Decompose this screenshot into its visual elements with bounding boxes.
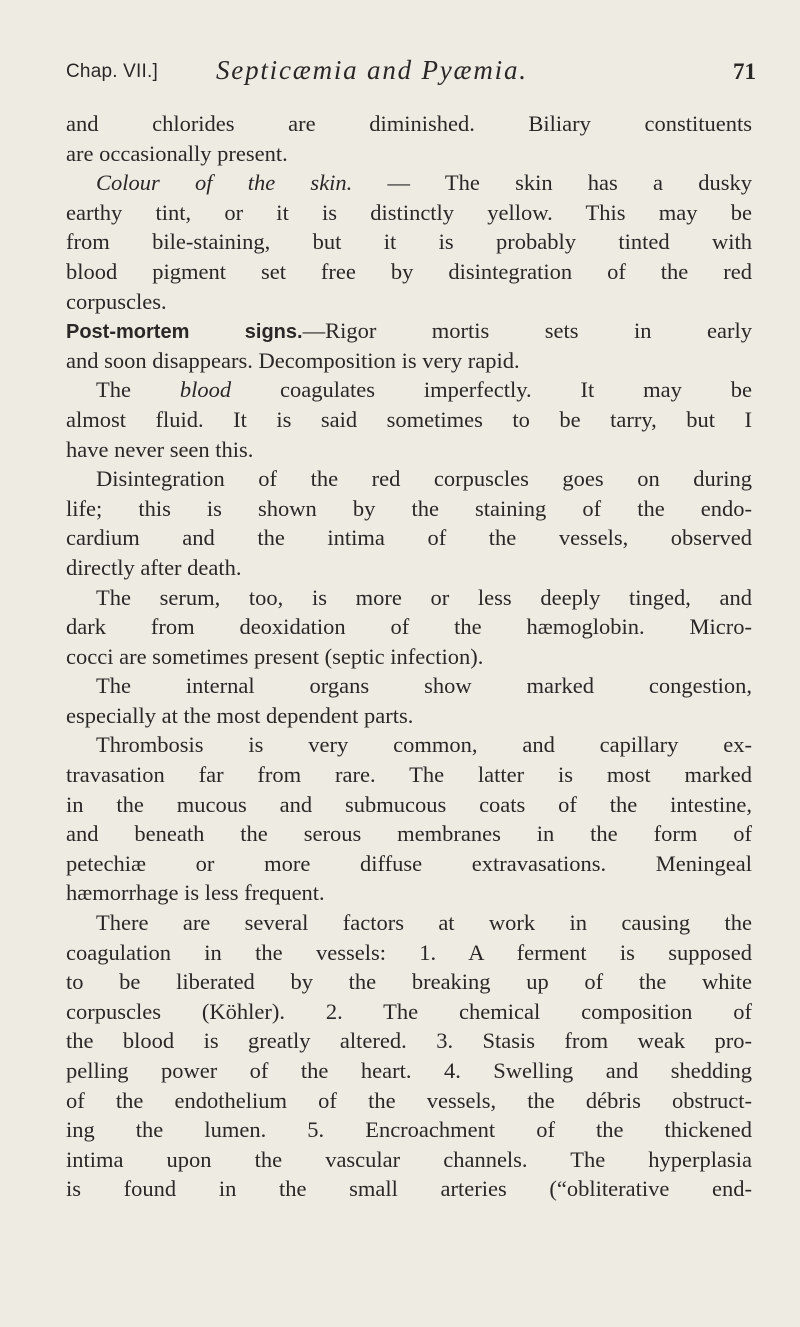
text-line <box>66 494 752 524</box>
text-line <box>66 346 752 376</box>
text-line <box>66 612 752 642</box>
running-title: Septicæmia and Pyæmia. <box>216 55 528 85</box>
text-segment: cocci are sometimes present (septic infection). <box>66 643 484 669</box>
text-line <box>66 1174 752 1204</box>
text-segment: The serum, too, is more or less deeply tinged, and <box>96 584 752 610</box>
text-segment: coagulation in the vessels: 1. A ferment is supposed <box>66 939 752 965</box>
text-line <box>66 819 752 849</box>
text-segment: almost fluid. It is said sometimes to be tarry, but I <box>66 406 752 432</box>
text-segment: hæmorrhage is less frequent. <box>66 880 325 906</box>
text-line <box>66 1115 752 1145</box>
text-line <box>66 671 752 701</box>
text-line <box>66 967 752 997</box>
text-segment: ing the lumen. 5. Encroachment of the thickened <box>66 1117 752 1143</box>
text-line <box>66 523 752 553</box>
text-segment: pelling power of the heart. 4. Swelling and shedding <box>66 1058 752 1083</box>
text-segment: cardium and the intima of the vessels, observed <box>66 525 752 551</box>
text-line <box>66 790 752 820</box>
text-line <box>66 257 752 287</box>
text-line <box>66 464 752 494</box>
text-line <box>66 1145 752 1175</box>
text-line <box>66 997 752 1027</box>
running-head <box>66 55 756 95</box>
text-line <box>66 553 752 583</box>
text-line <box>66 1026 752 1056</box>
body-text <box>66 109 752 1204</box>
text-segment: from bile-staining, but it is probably tinted with <box>66 229 752 255</box>
text-segment: earthy tint, or it is distinctly yellow. This may be <box>66 199 752 225</box>
text-segment: the blood is greatly altered. 3. Stasis from weak pro- <box>66 1028 752 1054</box>
text-line <box>66 109 752 139</box>
text-segment: blood pigment set free by disintegration of the red <box>66 258 752 284</box>
text-segment: and beneath the serous membranes in the form of <box>66 821 752 847</box>
text-line <box>66 760 752 790</box>
text-line <box>66 730 752 760</box>
text-segment: and soon disappears. Decomposition is very rapid. <box>66 347 520 373</box>
text-segment: especially at the most dependent parts. <box>66 702 414 728</box>
text-segment: are occasionally present. <box>66 140 288 166</box>
text-segment: petechiæ or more diffuse extravasations. Meningeal <box>66 850 752 876</box>
text-segment: The internal organs show marked congestion, <box>96 673 752 699</box>
text-line <box>66 435 752 465</box>
text-line <box>66 316 752 346</box>
text-line <box>66 198 752 228</box>
chapter-label: Chap. VII.] <box>66 61 158 82</box>
text-segment: There are several factors at work in causing the <box>96 910 752 936</box>
text-line <box>66 287 752 317</box>
text-line <box>66 849 752 879</box>
emphasis-text: Colour of the skin. <box>96 170 353 196</box>
text-segment: have never seen this. <box>66 436 254 462</box>
text-segment: of the endothelium of the vessels, the débris obstruct- <box>66 1087 752 1113</box>
text-segment: — The skin has a dusky <box>352 170 752 196</box>
text-segment: coagulates imperfectly. It may be <box>231 377 752 403</box>
text-segment: is found in the small arteries (“obliterative end- <box>66 1176 752 1202</box>
text-line <box>66 227 752 257</box>
text-segment: directly after death. <box>66 554 242 580</box>
text-segment: —Rigor mortis sets in early <box>302 318 752 344</box>
text-segment: Disintegration of the red corpuscles goes on during <box>96 466 752 492</box>
text-line <box>66 1086 752 1116</box>
text-segment: to be liberated by the breaking up of the white <box>66 969 752 995</box>
text-segment: dark from deoxidation of the hæmoglobin. Micro- <box>66 614 752 640</box>
text-segment: corpuscles (Köhler). 2. The chemical composition of <box>66 998 752 1024</box>
text-segment: corpuscles. <box>66 288 167 314</box>
text-line <box>66 878 752 908</box>
text-segment: The <box>96 377 180 403</box>
text-line <box>66 642 752 672</box>
text-segment: and chlorides are diminished. Biliary constituents <box>66 111 752 136</box>
page-number: 71 <box>733 59 756 84</box>
text-line <box>66 168 752 198</box>
text-line <box>66 938 752 968</box>
text-segment: travasation far from rare. The latter is most marked <box>66 762 752 788</box>
text-line <box>66 1056 752 1086</box>
text-line <box>66 139 752 169</box>
text-segment: Thrombosis is very common, and capillary ex- <box>96 732 752 758</box>
text-line <box>66 583 752 613</box>
text-segment: in the mucous and submucous coats of the intestine, <box>66 791 752 817</box>
text-segment: intima upon the vascular channels. The hyperplasia <box>66 1146 752 1172</box>
text-line <box>66 908 752 938</box>
emphasis-text: blood <box>179 377 232 403</box>
text-line <box>66 701 752 731</box>
text-line <box>66 405 752 435</box>
text-segment: life; this is shown by the staining of the endo- <box>66 495 752 521</box>
section-heading: Post-mortem signs. <box>66 321 303 344</box>
text-line <box>66 375 752 405</box>
